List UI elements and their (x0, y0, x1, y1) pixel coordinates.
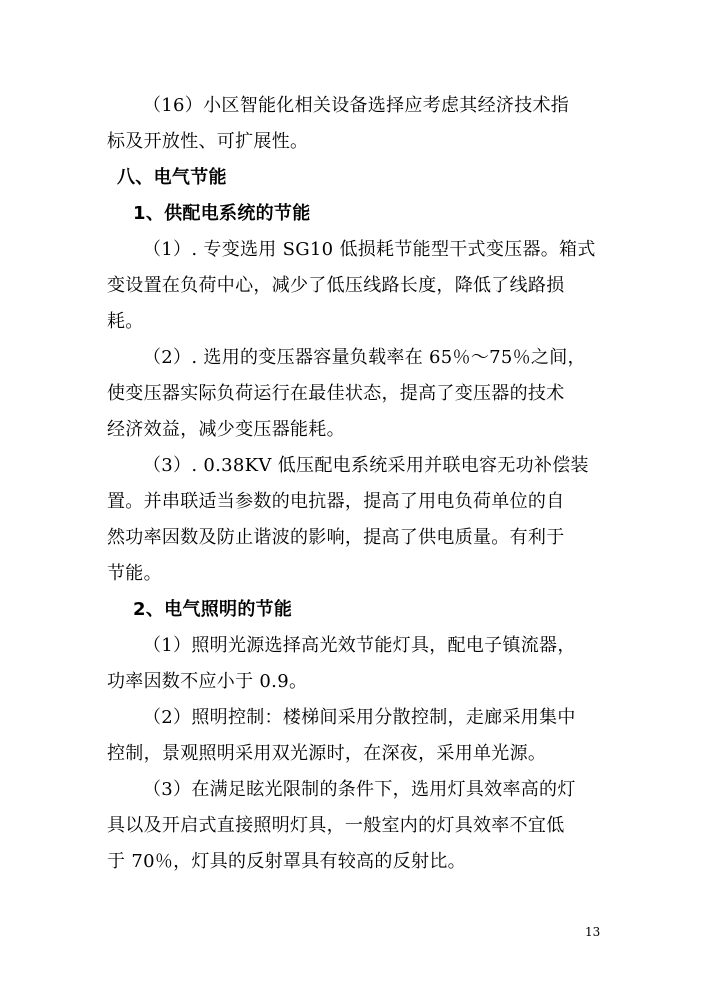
page-number: 13 (585, 925, 601, 939)
item-2-line-3: 经济效益，减少变压器能耗。 (107, 419, 345, 440)
item-1-line-1: （1）. 专变选用 SG10 低损耗节能型干式变压器。箱式 (143, 239, 596, 260)
item-1-line-2: 变设置在负荷中心，减少了低压线路长度，降低了线路损 (107, 275, 565, 296)
item-2-line-1: （2）. 选用的变压器容量负载率在 65％～75％之间， (143, 347, 586, 368)
item-3-line-4: 节能。 (107, 563, 162, 584)
section-heading-8: 八、电气节能 (117, 167, 227, 188)
lighting-item-2-line-1: （2）照明控制：楼梯间采用分散控制，走廊采用集中 (143, 707, 576, 728)
lighting-item-1-line-1: （1）照明光源选择高光效节能灯具，配电子镇流器， (143, 635, 576, 656)
lighting-item-2-line-2: 控制，景观照明采用双光源时，在深夜，采用单光源。 (107, 743, 547, 764)
item-3-line-1: （3）. 0.38KV 低压配电系统采用并联电容无功补偿装 (143, 455, 589, 476)
lighting-item-1-line-2: 功率因数不应小于 0.9。 (107, 671, 308, 692)
paragraph-16-line-1: （16）小区智能化相关设备选择应考虑其经济技术指 (143, 95, 570, 116)
item-3-line-2: 置。并串联适当参数的电抗器，提高了用电负荷单位的自 (107, 491, 565, 512)
item-2-line-2: 使变压器实际负荷运行在最佳状态，提高了变压器的技术 (107, 383, 565, 404)
document-body (107, 88, 597, 880)
subsection-heading-1: 1、供配电系统的节能 (133, 203, 311, 224)
lighting-item-3-line-3: 于 70％，灯具的反射罩具有较高的反射比。 (107, 851, 466, 872)
lighting-item-3-line-2: 具以及开启式直接照明灯具，一般室内的灯具效率不宜低 (107, 815, 565, 836)
subsection-heading-2: 2、电气照明的节能 (133, 599, 293, 620)
lighting-item-3-line-1: （3）在满足眩光限制的条件下，选用灯具效率高的灯 (143, 779, 576, 800)
item-1-line-3: 耗。 (107, 311, 144, 332)
paragraph-16-line-2: 标及开放性、可扩展性。 (107, 131, 309, 152)
item-3-line-3: 然功率因数及防止谐波的影响，提高了供电质量。有利于 (107, 527, 565, 548)
